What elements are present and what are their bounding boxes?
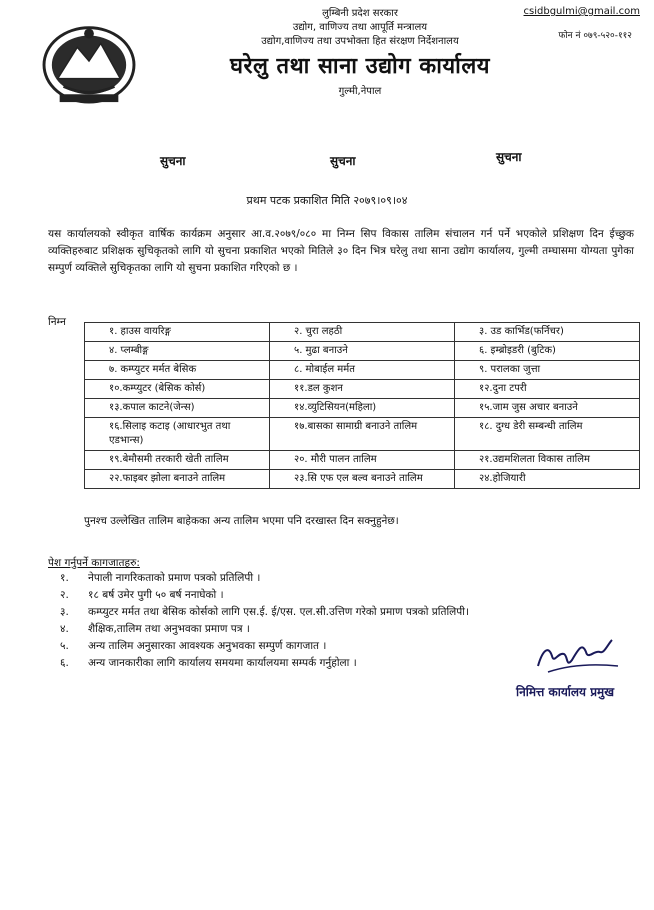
course-cell: २. चुरा लहठी xyxy=(270,323,455,342)
ministry-name: उद्योग, वाणिज्य तथा आपूर्ति मन्त्रालय xyxy=(292,22,428,33)
list-item xyxy=(60,604,469,621)
list-item xyxy=(60,587,469,604)
province-government: लुम्बिनी प्रदेश सरकार xyxy=(322,8,398,19)
course-cell: ४. प्लम्बीङ्ग xyxy=(85,342,270,361)
course-cell: ८. मोबाईल मर्मत xyxy=(270,361,455,380)
list-item xyxy=(60,638,469,655)
course-cell: २०. मौरी पालन तालिम xyxy=(270,451,455,470)
phone-number: फोन नं ०७९-५२०-११२ xyxy=(558,31,632,41)
list-item-text: नेपाली नागरिकताको प्रमाण पत्रको प्रतिलिपी । xyxy=(88,572,261,584)
documents-list xyxy=(60,570,469,672)
list-item-text: शैक्षिक,तालिम तथा अनुभवका प्रमाण पत्र । xyxy=(88,623,250,635)
course-cell: ७. कम्प्युटर मर्मत बेसिक xyxy=(85,361,270,380)
course-cell: १३.कपाल काटने(जेन्स) xyxy=(85,399,270,418)
course-cell: १९.बेमौसमी तरकारी खेती तालिम xyxy=(85,451,270,470)
list-item-number: ६. xyxy=(60,657,69,669)
publication-date: प्रथम पटक प्रकाशित मिति २०७९।०९।०४ xyxy=(246,194,408,207)
table-row xyxy=(85,380,640,399)
signature-stamp xyxy=(508,622,648,702)
office-location: गुल्मी,नेपाल xyxy=(338,86,382,97)
documents-title: पेश गर्नुपर्ने कागजातहरु: xyxy=(48,557,140,569)
table-row xyxy=(85,361,640,380)
course-cell: १७.बासका सामाग्री बनाउने तालिम xyxy=(270,418,455,451)
list-item-text: अन्य जानकारीका लागि कार्यालय समयमा कार्यालयमा सम्पर्क गर्नुहोला । xyxy=(88,657,357,669)
list-item xyxy=(60,570,469,587)
stamp-text: निमित्त कार्यालय प्रमुख xyxy=(516,685,615,699)
email-link[interactable]: csidbgulmi@gmail.com xyxy=(523,6,640,17)
nepal-emblem-icon xyxy=(40,18,138,106)
list-item-number: ५. xyxy=(60,640,69,652)
course-cell: १०.कम्प्युटर (बेसिक कोर्स) xyxy=(85,380,270,399)
notice-heading-2: सुचना xyxy=(330,154,356,168)
list-item-text: अन्य तालिम अनुसारका आवश्यक अनुभवका सम्पुर्ण कागजात । xyxy=(88,640,327,652)
courses-table xyxy=(84,322,640,489)
notice-heading-3: सुचना xyxy=(496,150,522,164)
table-row xyxy=(85,342,640,361)
course-cell: १४.व्युटिसियन(महिला) xyxy=(270,399,455,418)
course-cell: २४.होजियारी xyxy=(455,470,640,489)
list-item-number: ३. xyxy=(60,606,69,618)
course-cell: ९. परालका जुत्ता xyxy=(455,361,640,380)
course-cell: २१.उद्यमशिलता विकास तालिम xyxy=(455,451,640,470)
list-item-number: ४. xyxy=(60,623,69,635)
table-row xyxy=(85,323,640,342)
course-cell: २३.सि एफ एल बल्व बनाउने तालिम xyxy=(270,470,455,489)
table-row xyxy=(85,451,640,470)
table-row xyxy=(85,418,640,451)
table-row xyxy=(85,399,640,418)
table-row xyxy=(85,470,640,489)
additional-note: पुनश्च उल्लेखित तालिम बाहेकका अन्य तालिम भएमा पनि दरखास्त दिन सक्नुहुनेछ। xyxy=(84,515,399,527)
list-item xyxy=(60,621,469,638)
course-cell: ५. मुढा बनाउने xyxy=(270,342,455,361)
notice-heading-1: सुचना xyxy=(160,154,186,168)
list-item-text: १८ बर्ष उमेर पुगी ५० बर्ष ननाघेको । xyxy=(88,589,224,601)
course-cell: १५.जाम जुस अचार बनाउने xyxy=(455,399,640,418)
course-cell: १८. दुग्ध डेरी सम्बन्धी तालिम xyxy=(455,418,640,451)
course-cell: ११.डल कुशन xyxy=(270,380,455,399)
course-cell: ३. उड कार्भिड(फर्निचर) xyxy=(455,323,640,342)
course-cell: २२.फाइबर झोला बनाउने तालिम xyxy=(85,470,270,489)
list-label: निम्न xyxy=(48,316,66,328)
notice-body: यस कार्यालयको स्वीकृत वार्षिक कार्यक्रम अनुसार आ.व.२०७९/०८० मा निम्न सिप विकास तालिम संचालन गर्न पर्ने भएकोले प्रशिक्षण दिन ईच्छुक व्यक्तिहरुबाट प्रशिक्षक सुचिकृतको लागि यो सुचना प्रकाशित भएको मितिले ३० दिन भित्र घरेलु तथा साना उद्योग कार्यालय, गुल्मी तम्घासमा योग्यता पुगेका सम्पुर्ण व्यक्तिले सुचिकृतका लागि यो सुचना प्रकाशित गरिएको छ । xyxy=(48,228,634,274)
course-cell: ६. इम्ब्रोइडरी (बुटिक) xyxy=(455,342,640,361)
office-title: घरेलु तथा साना उद्योग कार्यालय xyxy=(229,54,491,79)
list-item-number: २. xyxy=(60,589,69,601)
course-cell: १२.दुना टपरी xyxy=(455,380,640,399)
course-cell: १६.सिलाइ कटाइ (आधारभुत तथा एडभान्स) xyxy=(85,418,270,451)
list-item xyxy=(60,655,469,672)
course-cell: १. हाउस वायरिङ्ग xyxy=(85,323,270,342)
list-item-text: कम्प्युटर मर्मत तथा बेसिक कोर्सको लागि एस.ई. ई/एस. एल.सी.उत्तिण गरेको प्रमाण पत्रको प्रतिलिपी। xyxy=(88,606,469,618)
directorate-name: उद्योग,वाणिज्य तथा उपभोक्ता हित संरक्षण निर्देशनालय xyxy=(261,36,459,47)
list-item-number: १. xyxy=(60,572,69,584)
